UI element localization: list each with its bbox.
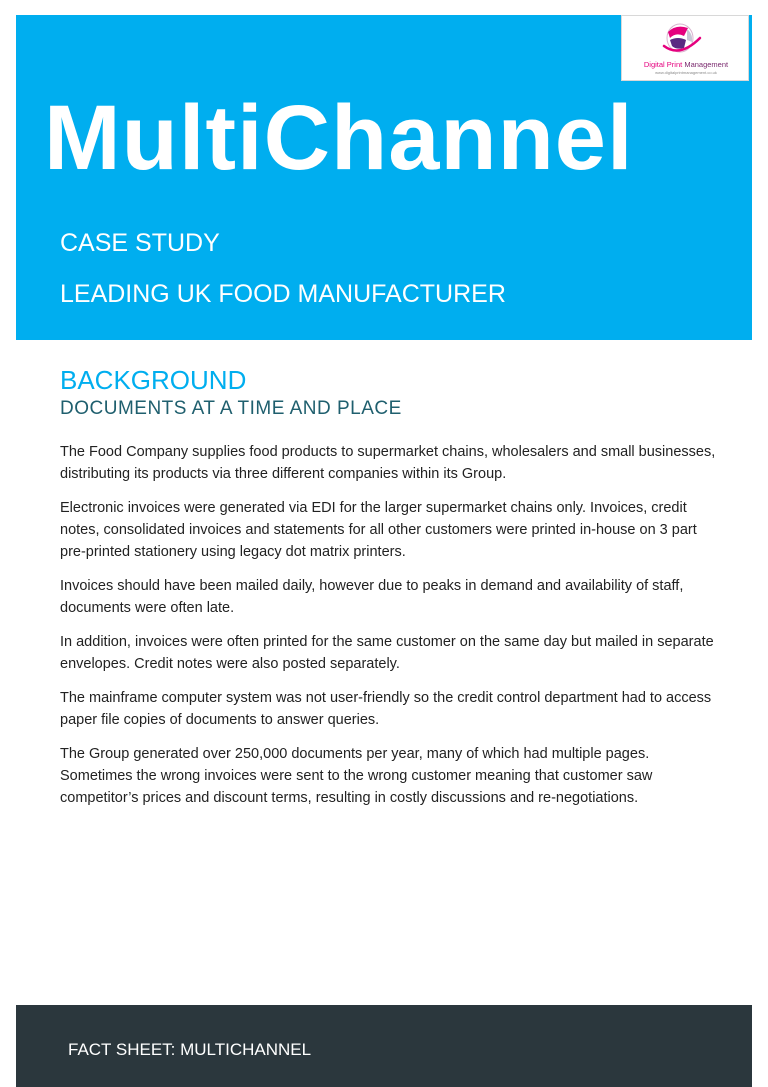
- paragraph: In addition, invoices were often printed for the same customer on the same day but mailed in separate envelopes. Credit notes were also posted separately.: [60, 634, 714, 672]
- footer-label: FACT SHEET: MULTICHANNEL: [68, 1040, 312, 1059]
- company-logo: [621, 15, 749, 81]
- page-title: MultiChannel: [44, 87, 634, 189]
- section-heading: BACKGROUND: [60, 365, 247, 395]
- logo-name: Digital Print Management: [643, 60, 729, 69]
- footer-band: [16, 1005, 752, 1087]
- client-label: LEADING UK FOOD MANUFACTURER: [60, 280, 506, 308]
- paragraph: Invoices should have been mailed daily, however due to peaks in demand and availability of staff, documents were often late.: [60, 578, 684, 616]
- paragraph: Electronic invoices were generated via EDI for the larger supermarket chains only. Invoices, credit notes, consolidated invoices and statements for all other customers were printed in-house on 3 part pre-printed stationery using legacy dot matrix printers.: [60, 500, 697, 560]
- globe-logo-icon: [654, 20, 706, 60]
- body-text: [60, 441, 720, 821]
- paragraph: The Food Company supplies food products to supermarket chains, wholesalers and small businesses, distributing its products via three different companies within its Group.: [60, 444, 716, 482]
- section-subheading: DOCUMENTS AT A TIME AND PLACE: [60, 398, 402, 419]
- paragraph: The Group generated over 250,000 documents per year, many of which had multiple pages. Sometimes the wrong invoices were sent to the wrong customer meaning that customer saw competitor’s prices and discount terms, resulting in costly discussions and re-negotiations.: [60, 746, 653, 806]
- logo-url: www.digitalprintmanagement.co.uk: [655, 70, 717, 75]
- case-study-label: CASE STUDY: [60, 229, 220, 257]
- paragraph: The mainframe computer system was not user-friendly so the credit control department had to access paper file copies of documents to answer queries.: [60, 690, 712, 728]
